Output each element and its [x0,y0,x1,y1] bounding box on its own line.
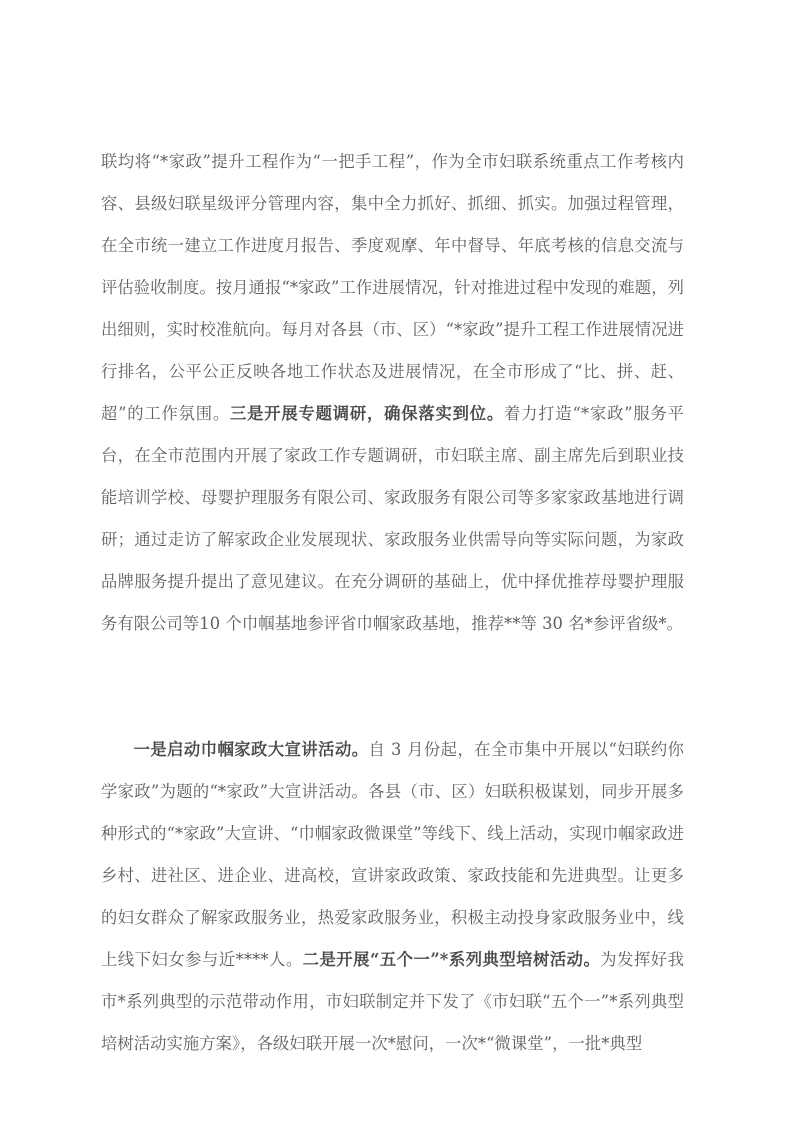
paragraph-2-run-2: 自 3 月份起，在全市集中开展以“妇联约你学家政”为题的“*家政”大宣讲活动。各县（市、区）妇联积极谋划，同步开展多种形式的“*家政”大宣讲、“巾帼家政微课堂”等线下、线上活动，实现巾帼家政进乡村、进社区、进企业、进高校，宣讲家政政策、家政技能和先进典型。让更多的妇女群众了解家政服务业，热爱家政服务业，积极主动投身家政服务业中，线上线下妇女参与近****人。 [101,740,684,969]
run-in-heading-two: 二是开展“五个一”*系列典型培树活动。 [302,950,601,969]
paragraph-1-run-1: 联均将“*家政”提升工程作为“一把手工程”，作为全市妇联系统重点工作考核内容、县级妇联星级评分管理内容，集中全力抓好、抓细、抓实。加强过程管理，在全市统一建立工作进度月报告、季度观摩、年中督导、年底考核的信息交流与评估验收制度。按月通报“*家政”工作进展情况，针对推进过程中发现的难题，列出细则，实时校准航向。每月对各县（市、区）“*家政”提升工程工作进展情况进行排名，公平公正反映各地工作状态及进展情况，在全市形成了“比、拼、赶、超”的工作氛围。 [101,152,684,423]
run-in-heading-three: 三是开展专题调研，确保落实到位。 [230,404,505,423]
paragraph-two [101,729,684,1065]
paragraph-1-run-3: 着力打造“*家政”服务平台，在全市范围内开展了家政工作专题调研，市妇联主席、副主席先后到职业技能培训学校、母婴护理服务有限公司、家政服务有限公司等多家家政基地进行调研；通过走访了解家政企业发展现状、家政服务业供需导向等实际问题，为家政品牌服务提升提出了意见建议。在充分调研的基础上，优中择优推荐母婴护理服务有限公司等10 个巾帼基地参评省巾帼家政基地，推荐**等 30 名*参评省级*。 [101,404,684,633]
paragraph-continuation [101,141,684,645]
document-content [101,141,684,1065]
heading-gap [101,687,684,729]
paragraph-2-run-4: 为发挥好我市*系列典型的示范带动作用，市妇联制定并下发了《市妇联“五个一”*系列典型培树活动实施方案》，各级妇联开展一次*慰问，一次*“微课堂”，一批*典型 [101,950,684,1053]
run-in-heading-one: 一是启动巾帼家政大宣讲活动。 [133,740,369,759]
paragraph-gap [101,645,684,687]
